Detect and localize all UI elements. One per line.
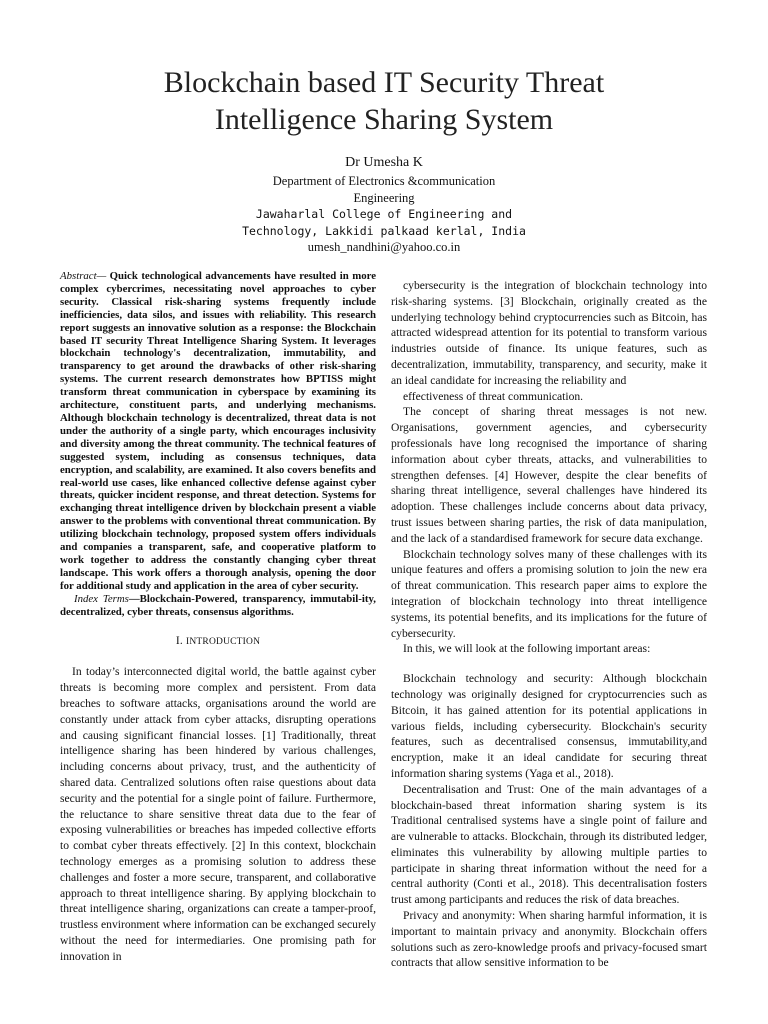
right-paragraph-7: Decentralisation and Trust: One of the main advantages of a blockchain-based threat information sharing system is its Traditional centralised systems have a single point of failure and are vulnerable to attacks. Blockchain, through its distributed ledger, eliminates this vulnerability by allowing multiple parties to participate in sharing threat information without the need for a central authority (Conti et al., 2018). This decentralisation fosters trust among participants and reduces the risk of data breaches. (391, 782, 707, 907)
right-paragraph-5: In this, we will look at the following important areas: (403, 642, 651, 656)
author-department-line-2: Engineering (353, 190, 415, 205)
section-number: I. (175, 635, 183, 648)
author-institution-line-2: Technology, Lakkidi palkaad kerlal, India (242, 223, 526, 238)
right-paragraph-8: Privacy and anonymity: When sharing harmful information, it is important to maintain privacy and anonymity. Blockchain offers solutions such as zero-knowledge proofs and privacy-focused smart contracts that allow sensitive information to be (391, 909, 707, 970)
index-terms (60, 593, 376, 619)
index-terms-text: —Blockchain-Powered, transparency, immutabil-ity, decentralized, cyber threats, consensus algorithms. (60, 592, 376, 618)
section-heading-introduction (60, 635, 376, 647)
paper-title (84, 64, 684, 138)
author-block (110, 154, 658, 256)
right-paragraph-3: The concept of sharing threat messages is not new. Organisations, government agencies, and cybersecurity professionals have long recognised the importance of sharing information about cyber threats, attacks, and vulnerabilities to strengthen defenses. [4] However, despite the clear benefits of sharing threat intelligence, several challenges have hindered its adoption. These challenges include concerns about data privacy, trust issues between sharing parties, the risk of data manipulation, and the lack of a standardised framework for secure data exchange. (391, 405, 707, 545)
section-title: INTRODUCTION (186, 637, 261, 648)
right-paragraph-2: effectiveness of threat communication. (403, 389, 584, 403)
abstract-text: Quick technological advancements have resulted in more complex cybercrimes, necessitating novel approaches to cyber security. Classical risk-sharing systems frequently include inefficiencies, data silos, and issues with reliability. This research report suggests an innovative solution as a response: the Blockchain based IT security Threat Intelligence Sharing System. It leverages blockchain technology's decentralization, immutability, and transparency to get around the drawbacks of other risk-sharing systems. The current research demonstrates how BPTISS might transform threat communication in cyberspace by examining its architecture, constituent parts, and underlying mechanisms. Although blockchain technology is decentralized, threat data is not under the authority of a single party, which encourages inclusivity and diversity among the threat community. The technical features of suggested system, including as consensus techniques, data encryption, and scalability, are examined. It also covers benefits and real-world use cases, like enhanced collective defense against cyber threats, quicker incident response, and threat detection. Systems for exchanging threat intelligence driven by blockchain present a viable answer to the problems with conventional threat communication. By utilizing blockchain technology, proposed system offers individuals and companies a transparent, safe, and cooperative platform to work together to address the constantly changing cyber threat landscape. This work offers a thorough analysis, opening the door for additional study and application in the area of cyber security. (60, 270, 376, 592)
author-institution-line-1: Jawaharlal College of Engineering and (255, 207, 513, 221)
author-name: Dr Umesha K (345, 155, 423, 170)
title-line-1: Blockchain based IT Security Threat (163, 66, 605, 99)
right-paragraph-4: Blockchain technology solves many of these challenges with its unique features and offers a promising solution to join the new era of threat communication. This research paper aims to explore the integration of blockchain technology into threat intelligence systems, its potential benefits, and its implications for the future of cybersecurity. (391, 547, 707, 640)
title-line-2: Intelligence Sharing System (214, 103, 554, 136)
abstract-label: Abstract— (60, 270, 107, 282)
right-paragraph-6: Blockchain technology and security: Although blockchain technology was originally designed for cryptocurrencies such as Bitcoin, it has gained attention for its potential applications in various fields, including cybersecurity. Blockchain's security features, such as decentralised consensus, immutability,and encryption, make it an ideal candidate for securing threat information sharing systems (Yaga et al., 2018). (391, 672, 707, 780)
left-column (60, 270, 376, 965)
intro-paragraph-1: In today’s interconnected digital world, the battle against cyber threats is becoming more complex and persistent. From data breaches to software attacks, organisations around the world are constantly under attack from cyber attacks, disrupting operations and causing significant financial losses. [1] Traditionally, threat intelligence sharing has been hindered by various challenges, including concerns about privacy, trust, and the authenticity of shared data. Centralized solutions often raise questions about data security and the potential for a single point of failure. Furthermore, the reluctance to share sensitive threat data due to the fear of exposing vulnerabilities or breaches has impeded collective efforts to combat cyber threats effectively. [2] In this context, blockchain technology emerges as a promising solution to address these challenges and foster a more secure, transparent, and collaborative approach to threat intelligence sharing. By applying blockchain to threat intelligence sharing, organizations can create a tamper-proof, trustless environment where information can be exchanged securely without the need for intermediaries. One promising path for innovation in (60, 665, 376, 963)
right-column (391, 278, 707, 971)
author-email[interactable]: umesh_nandhini@yahoo.co.in (307, 240, 461, 254)
abstract (60, 270, 376, 593)
index-terms-label: Index Terms (74, 592, 129, 605)
author-department-line-1: Department of Electronics &communication (272, 174, 496, 188)
right-paragraph-1: cybersecurity is the integration of blockchain technology into risk-sharing systems. [3] Blockchain, originally created as the underlying technology behind cryptocurrencies such as Bitcoin, has attracted widespread attention for its potential to transform various industries outside of finance. Its unique features, such as decentralization, immutability, transparency, and security, make it an ideal candidate for increasing the reliability and (391, 279, 707, 387)
